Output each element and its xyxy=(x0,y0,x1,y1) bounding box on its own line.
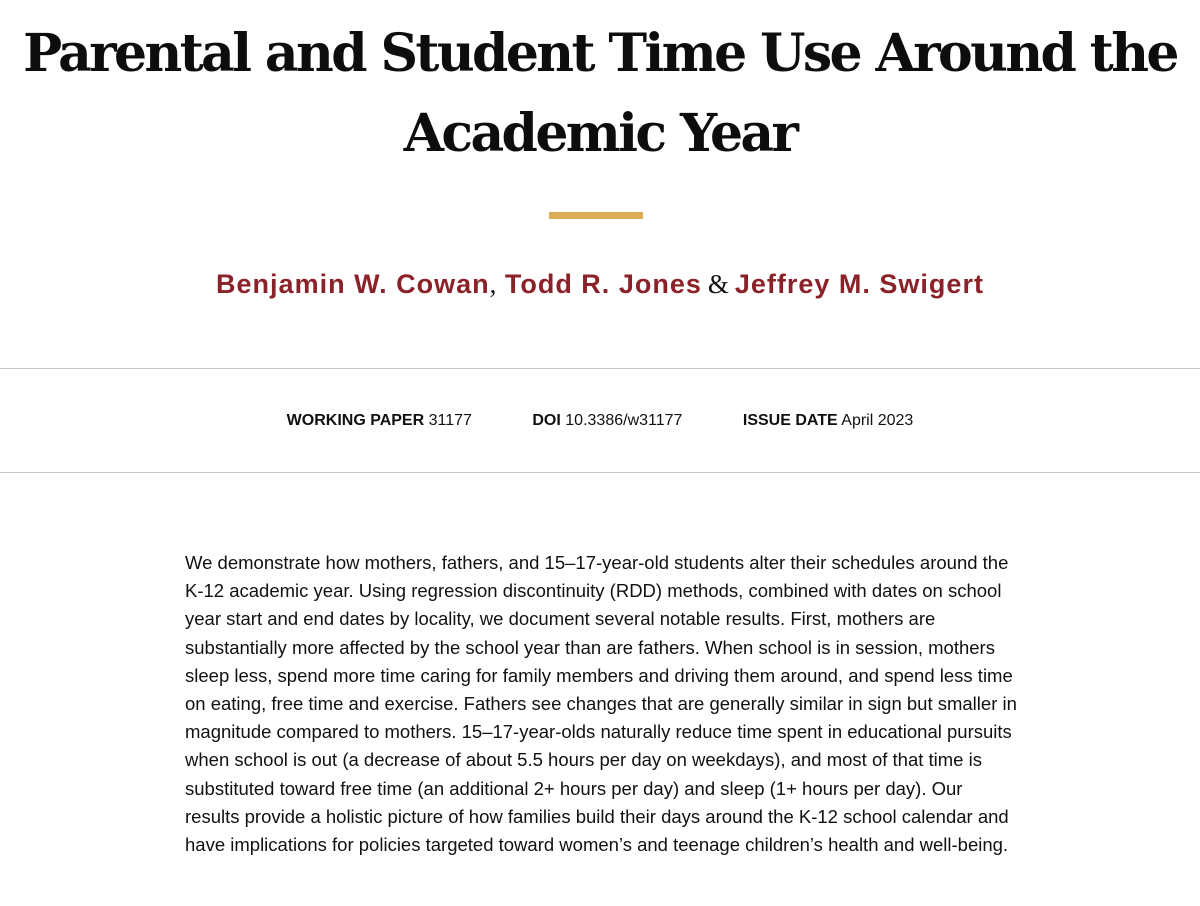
working-paper-value: 31177 xyxy=(428,412,472,429)
author-separator: , xyxy=(489,269,497,299)
doi-label: DOI xyxy=(532,412,561,429)
meta-divider-top xyxy=(0,368,1200,369)
issue-date-label: ISSUE DATE xyxy=(742,412,838,429)
author-link[interactable]: Todd R. Jones xyxy=(504,269,702,299)
meta-divider-bottom xyxy=(0,472,1200,473)
author-link[interactable]: Jeffrey M. Swigert xyxy=(734,269,984,299)
issue-date xyxy=(743,410,913,432)
working-paper-number xyxy=(287,410,472,432)
abstract-text: We demonstrate how mothers, fathers, and 15–17-year-old students alter their schedules around the K-12 academic year. Using regression discontinuity (RDD) methods, combined with dates on school year start and end dates by locality, we document several notable results. First, mothers are substantially more affected by the school year than are fathers. When school is in session, mothers sleep less, spend more time caring for family members and driving them around, and spend less time on eating, free time and exercise. Fathers see changes that are generally similar in sign but smaller in magnitude compared to mothers. 15–17-year-olds naturally reduce time spent in educational pursuits when school is out (a decrease of about 5.5 hours per day on weekdays), and most of that time is substituted toward free time (an additional 2+ hours per day) and sleep (1+ hours per day). Our results provide a holistic picture of how families build their days around the K-12 school calendar and have implications for policies targeted toward women’s and teenage children’s health and well-being. xyxy=(185,552,1017,856)
doi-value: 10.3386/w31177 xyxy=(565,412,683,429)
working-paper-label: WORKING PAPER xyxy=(286,412,425,429)
author-separator: & xyxy=(707,269,729,299)
issue-date-value: April 2023 xyxy=(841,412,914,429)
paper-metadata xyxy=(0,410,1200,432)
page-title: Parental and Student Time Use Around the Academic Year xyxy=(23,23,1177,164)
doi xyxy=(532,410,682,432)
author-list xyxy=(0,266,1200,302)
title-accent-rule xyxy=(549,212,643,219)
author-link[interactable]: Benjamin W. Cowan xyxy=(216,269,490,299)
